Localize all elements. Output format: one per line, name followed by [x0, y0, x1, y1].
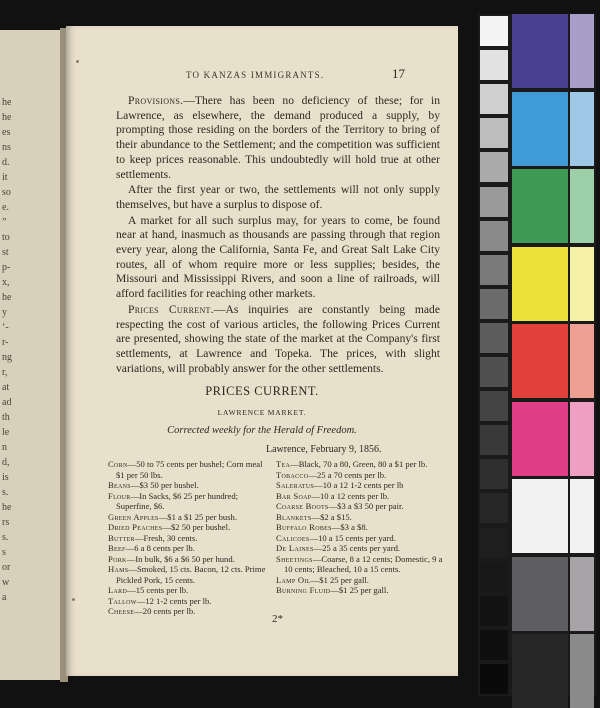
- paragraph-text: —As inquiries are constantly being made respecting the cost of various articles, the following Prices Current are presented, showing the state of the market at the Company's first settlements, at Lawrence and Topeka. The prices, with slight variations, will probably answer for the other settlements.: [116, 302, 440, 375]
- gray-patch: [480, 152, 508, 182]
- facing-page-fragment: e.: [2, 202, 9, 213]
- commodity-name: Bar Soap: [276, 490, 312, 501]
- price-item: [108, 554, 268, 565]
- price-item: [276, 470, 444, 481]
- commodity-name: Tea: [276, 459, 291, 469]
- price-item: [276, 543, 444, 554]
- gray-patch: [480, 630, 508, 660]
- price-column-left: [108, 459, 268, 617]
- commodity-name: Flour: [108, 490, 131, 501]
- commodity-price: —$2 50 per bushel.: [162, 522, 231, 532]
- commodity-price: —20 cents per lb.: [134, 606, 196, 616]
- color-tint-patch: [570, 479, 594, 553]
- price-item: [108, 596, 268, 607]
- color-patch: [512, 557, 568, 631]
- facing-page-edge: [0, 30, 62, 680]
- facing-page-fragment: d.: [2, 157, 10, 168]
- price-item: [108, 606, 268, 617]
- facing-page-fragment: or: [2, 562, 11, 573]
- color-tint-patch: [570, 169, 594, 243]
- gray-scale-strip: [478, 14, 510, 696]
- facing-page-fragment: y: [2, 307, 7, 318]
- price-item: [108, 522, 268, 533]
- commodity-price: —15 cents per lb.: [127, 585, 189, 595]
- market-subheading: LAWRENCE MARKET.: [217, 408, 307, 417]
- herald-line: Corrected weekly for the Herald of Freedom.: [167, 425, 357, 436]
- facing-page-fragment: th: [2, 412, 10, 423]
- color-patch: [512, 14, 568, 88]
- commodity-name: De Laines: [276, 543, 314, 553]
- price-item: [276, 491, 444, 502]
- gray-patch: [480, 118, 508, 148]
- gray-patch: [480, 221, 508, 251]
- commodity-name: Green Apples: [108, 511, 159, 522]
- color-patch: [512, 634, 568, 708]
- color-tint-patch: [570, 557, 594, 631]
- color-patch: [512, 479, 568, 553]
- commodity-price: —25 a 35 cents per yard.: [313, 543, 401, 553]
- facing-page-fragment: ng: [2, 352, 12, 363]
- gray-patch: [480, 289, 508, 319]
- paragraph-lead: Prices Current.: [128, 302, 214, 316]
- facing-page-fragment: w: [2, 577, 10, 588]
- color-patch: [512, 247, 568, 321]
- gray-patch: [480, 50, 508, 80]
- color-tint-patch: [570, 402, 594, 476]
- dateline: Lawrence, February 9, 1856.: [266, 444, 382, 455]
- price-item: [276, 585, 444, 596]
- facing-page-fragment: s: [2, 547, 6, 558]
- commodity-name: Buffalo Robes: [276, 522, 332, 532]
- facing-page-fragment: es: [2, 127, 11, 138]
- facing-page-fragment: d,: [2, 457, 10, 468]
- gray-patch: [480, 528, 508, 558]
- paper-speck: [72, 598, 75, 601]
- facing-page-fragment: r-: [2, 337, 9, 348]
- price-item: [276, 575, 444, 586]
- facing-page-fragment: ‘-: [2, 322, 9, 333]
- commodity-name: Cheese: [108, 606, 135, 616]
- color-patch: [512, 169, 568, 243]
- paragraph-text: After the first year or two, the settlements will not only supply themselves, but have a surplus to dispose of.: [116, 183, 440, 211]
- commodity-name: Coarse Boots: [276, 501, 329, 511]
- price-item: [276, 501, 444, 512]
- facing-page-fragment: at: [2, 382, 10, 393]
- commodity-name: Dried Peaches: [108, 522, 163, 532]
- gray-patch: [480, 357, 508, 387]
- gray-patch: [480, 187, 508, 217]
- commodity-price: —In Sacks, $6 25 per hundred; Superfine, $6.: [116, 490, 239, 511]
- price-item: [108, 491, 268, 512]
- facing-page-fragment: he: [2, 292, 12, 303]
- facing-page-fragment: r,: [2, 367, 8, 378]
- gray-patch: [480, 459, 508, 489]
- facing-page-fragment: it: [2, 172, 8, 183]
- facing-page-fragment: p-: [2, 262, 11, 273]
- price-item: [108, 585, 268, 596]
- commodity-price: —50 to 75 cents per bushel; Corn meal $1 per 50 lbs.: [116, 459, 263, 480]
- commodity-name: Tallow: [108, 595, 137, 606]
- color-tint-patch: [570, 324, 594, 398]
- facing-page-fragment: he: [2, 97, 12, 108]
- price-item: [276, 533, 444, 544]
- body-text: [116, 94, 440, 377]
- facing-page-fragment: ns: [2, 142, 11, 153]
- price-item: [276, 480, 444, 491]
- color-calibration-target: [478, 14, 596, 696]
- gray-patch: [480, 664, 508, 694]
- book-page: [66, 26, 458, 676]
- gray-patch: [480, 84, 508, 114]
- facing-page-fragment: s.: [2, 532, 9, 543]
- gray-patch: [480, 562, 508, 592]
- commodity-price: —$1 25 per gall.: [330, 585, 389, 595]
- commodity-price: —$2 a $15.: [311, 511, 352, 522]
- commodity-name: Hams: [108, 564, 129, 574]
- commodity-price: —12 1-2 cents per lb.: [136, 595, 212, 606]
- price-column-right: [276, 459, 444, 596]
- price-item: [108, 533, 268, 544]
- signature-mark: 2*: [272, 613, 283, 625]
- commodity-price: —In bulk, $6 a $6 50 per hund.: [126, 553, 235, 564]
- commodity-price: —Smoked, 15 cts. Bacon, 12 cts. Prime Pickled Pork, 15 cents.: [116, 564, 266, 585]
- commodity-name: Beef: [108, 543, 126, 553]
- commodity-name: Lamp Oil: [276, 574, 311, 585]
- commodity-name: Butter: [108, 532, 135, 543]
- commodity-price: —6 a 8 cents per lb.: [125, 543, 195, 553]
- price-item: [276, 512, 444, 523]
- paragraph-lead: Provisions.: [128, 94, 184, 107]
- price-item: [276, 554, 444, 575]
- facing-page-fragment: he: [2, 112, 12, 123]
- gray-patch: [480, 323, 508, 353]
- paragraph-text: —There has been no deficiency of these; for in Lawrence, as elsewhere, the demand produced a supply, by prompting those residing on the borders of the Territory to bring of their abundance to the Settlement; and the competition was sufficient to keep prices reasonable. This undoubtedly will hold true at other settlements.: [116, 94, 440, 181]
- commodity-name: Pork: [108, 553, 127, 564]
- color-tint-patch: [570, 634, 594, 708]
- commodity-name: Blankets: [276, 511, 312, 522]
- commodity-price: —10 a 12 cents per lb.: [311, 490, 390, 501]
- paragraph-surplus: [116, 183, 440, 212]
- facing-page-fragment: rs: [2, 517, 10, 528]
- facing-page-fragment: to: [2, 232, 10, 243]
- gray-patch: [480, 493, 508, 523]
- commodity-price: —Fresh, 30 cents.: [134, 532, 198, 543]
- paragraph-provisions: [116, 94, 440, 182]
- facing-page-fragment: n: [2, 442, 7, 453]
- paragraph-prices-current: [116, 303, 440, 377]
- commodity-name: Saleratus: [276, 480, 315, 490]
- commodity-price: —10 a 15 cents per yard.: [309, 532, 396, 543]
- facing-page-fragment: ad: [2, 397, 12, 408]
- color-tint-patch: [570, 14, 594, 88]
- running-head: TO KANZAS IMMIGRANTS.: [186, 70, 325, 80]
- page-number: 17: [392, 66, 405, 81]
- price-item: [108, 512, 268, 523]
- price-item: [276, 459, 444, 470]
- facing-page-fragment: x,: [2, 277, 10, 288]
- facing-page-fragment: le: [2, 427, 10, 438]
- gray-patch: [480, 255, 508, 285]
- facing-page-fragment: so: [2, 187, 11, 198]
- commodity-name: Lard: [108, 585, 128, 595]
- commodity-price: —Black, 70 a 80, Green, 80 a $1 per lb.: [290, 459, 428, 469]
- commodity-price: —$3 a $3 50 per pair.: [328, 501, 404, 511]
- gray-patch: [480, 596, 508, 626]
- color-patch: [512, 324, 568, 398]
- commodity-name: Sheetings: [276, 553, 313, 564]
- price-item: [108, 543, 268, 554]
- paragraph-market: [116, 214, 440, 302]
- gray-patch: [480, 391, 508, 421]
- commodity-price: —$3 50 per bushel.: [130, 480, 199, 490]
- commodity-name: Beans: [108, 480, 131, 490]
- facing-page-fragment: st: [2, 247, 9, 258]
- price-item: [276, 522, 444, 533]
- gray-patch: [480, 16, 508, 46]
- commodity-name: Tobacco: [276, 469, 309, 480]
- facing-page-fragment: a: [2, 592, 7, 603]
- commodity-price: —10 a 12 1-2 cents per lb: [314, 480, 404, 490]
- paper-speck: [76, 60, 79, 63]
- gray-patch: [480, 425, 508, 455]
- price-item: [108, 480, 268, 491]
- commodity-price: —$1 a $1 25 per bush.: [158, 511, 237, 522]
- price-item: [108, 459, 268, 480]
- commodity-name: Calicoes: [276, 532, 310, 543]
- commodity-price: —$3 a $8.: [331, 522, 368, 532]
- color-tint-patch: [570, 247, 594, 321]
- color-patch: [512, 92, 568, 166]
- commodity-name: Corn: [108, 459, 128, 469]
- color-patch: [512, 402, 568, 476]
- facing-page-fragment: ”: [2, 217, 7, 228]
- color-tint-patch: [570, 92, 594, 166]
- facing-page-fragment: is: [2, 472, 9, 483]
- commodity-price: —$1 25 per gall.: [310, 574, 369, 585]
- facing-page-fragment: s.: [2, 487, 9, 498]
- prices-current-heading: PRICES CURRENT.: [205, 384, 319, 398]
- commodity-name: Burning Fluid: [276, 585, 331, 595]
- facing-page-fragment: he: [2, 502, 12, 513]
- paragraph-text: A market for all such surplus may, for years to come, be found near at hand, inasmuch as thousands are passing through that region every year, along the California, Santa Fe, and Great Salt Lake City routes, all of whom require more or less supplies; besides, the Missouri and Mississippi Rivers, and soon a line of railroads, will afford facilities for reaching other markets.: [116, 213, 440, 301]
- price-item: [108, 564, 268, 585]
- commodity-price: —25 a 70 cents per lb.: [308, 469, 387, 480]
- commodity-price: —Coarse, 8 a 12 cents; Domestic, 9 a 10 cents; Bleached, 10 a 15 cents.: [284, 553, 443, 574]
